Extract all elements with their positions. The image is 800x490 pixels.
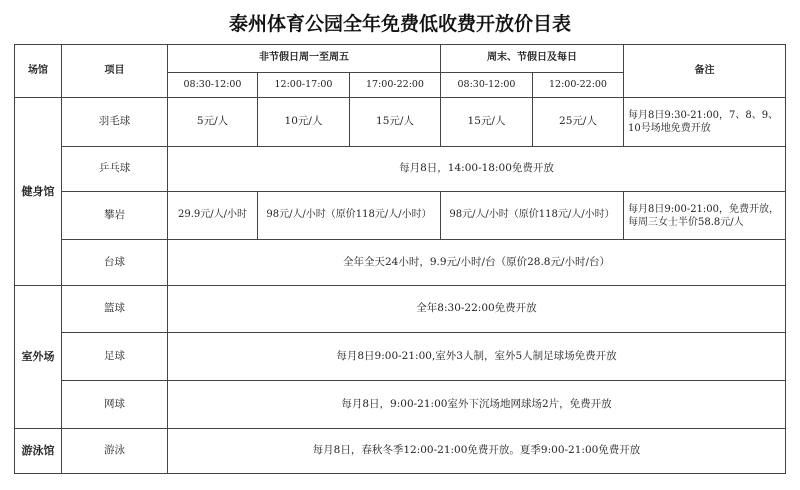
merged-cell-swimming: 每月8日，春秋冬季12:00-21:00免费开放。夏季9:00-21:00免费开放 (167, 428, 786, 474)
header-weekend-group: 周末、节假日及每日 (440, 44, 624, 73)
price-cell: 25元/人 (532, 97, 624, 147)
price-cell: 5元/人 (167, 97, 258, 147)
venue-pool: 游泳馆 (14, 428, 62, 474)
merged-cell-billiards: 全年全天24小时，9.9元/小时/台（原价28.8元/小时/台） (167, 239, 786, 286)
header-slot: 12:00-22:00 (532, 72, 624, 98)
price-cell: 15元/人 (349, 97, 441, 147)
row-name-tennis: 网球 (61, 380, 168, 429)
remark-badminton: 每月8日9:30-21:00，7、8、9、10号场地免费开放 (623, 97, 786, 147)
row-name-badminton: 羽毛球 (61, 97, 168, 147)
header-slot: 08:30-12:00 (167, 72, 258, 98)
header-slot: 08:30-12:00 (440, 72, 533, 98)
venue-outdoor: 室外场 (14, 285, 62, 429)
merged-cell-basketball: 全年8:30-22:00免费开放 (167, 285, 786, 333)
venue-gym: 健身馆 (14, 97, 62, 286)
header-slot: 17:00-22:00 (349, 72, 441, 98)
price-cell: 98元/人/小时（原价118元/人/小时） (440, 191, 624, 240)
merged-cell-football: 每月8日9:00-21:00,室外3人制，室外5人制足球场免费开放 (167, 332, 786, 381)
row-name-climbing: 攀岩 (61, 191, 168, 240)
header-remarks: 备注 (623, 44, 786, 98)
header-slot: 12:00-17:00 (257, 72, 350, 98)
header-venue: 场馆 (14, 44, 62, 98)
price-cell: 15元/人 (440, 97, 533, 147)
header-weekday-group: 非节假日周一至周五 (167, 44, 441, 73)
merged-cell-pingpong: 每月8日，14:00-18:00免费开放 (167, 146, 786, 192)
remark-climbing: 每月8日9:00-21:00，免费开放，每周三女士半价58.8元/人 (623, 191, 786, 240)
merged-cell-tennis: 每月8日，9:00-21:00室外下沉场地网球场2片，免费开放 (167, 380, 786, 429)
price-cell: 98元/人/小时（原价118元/人/小时） (257, 191, 441, 240)
row-name-swimming: 游泳 (61, 428, 168, 474)
header-item: 项目 (61, 44, 168, 98)
row-name-football: 足球 (61, 332, 168, 381)
row-name-billiards: 台球 (61, 239, 168, 286)
price-cell: 29.9元/人/小时 (167, 191, 258, 240)
row-name-basketball: 篮球 (61, 285, 168, 333)
price-cell: 10元/人 (257, 97, 350, 147)
page-title: 泰州体育公园全年免费低收费开放价目表 (228, 13, 571, 35)
row-name-pingpong: 乒乓球 (61, 146, 168, 192)
